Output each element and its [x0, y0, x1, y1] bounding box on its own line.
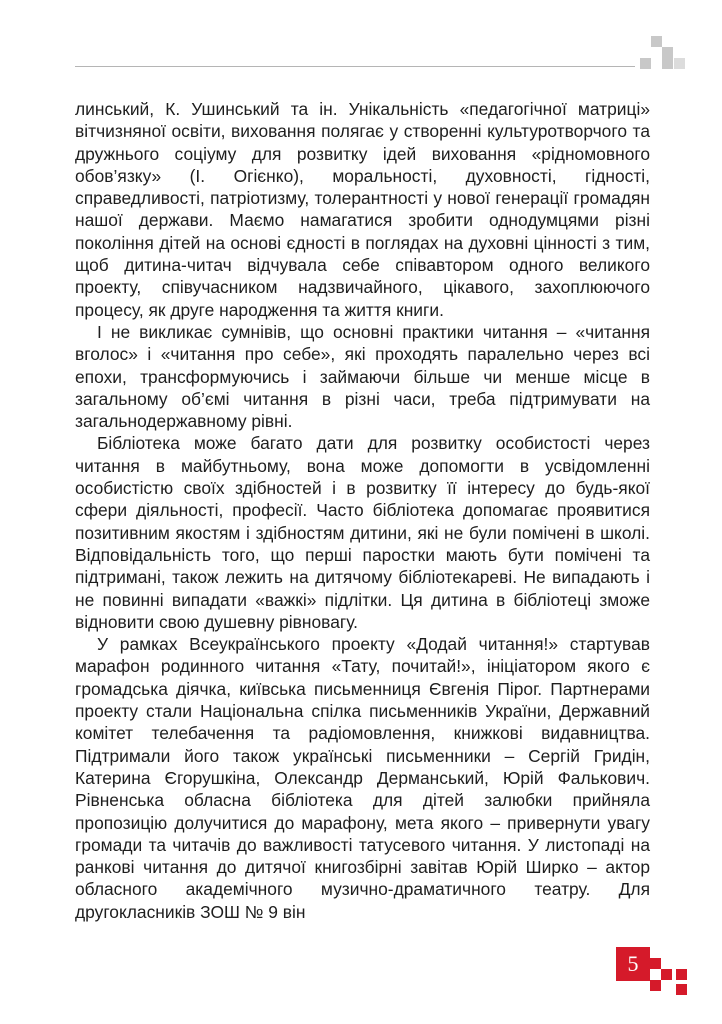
header-rule [75, 66, 635, 67]
body-text [75, 98, 650, 923]
paragraph: Бібліотека може багато дати для розвитку особистості через читання в майбутньому, вона може допомогти в усвідомленні особистістю своїх здібностей і в розвитку її інтересу до будь-якої сфери діяльності, професії. Часто бібліотека допомагає проявитися позитивним якостям і здібностям дитини, які не були помічені в школі. Відповідальність того, що перші паростки мають бути помічені та підтримані, також лежить на дитячому бібліотекареві. Не випадають і не повинні випадати «важкі» підлітки. Ця дитина в бібліотеці зможе відновити свою душевну рівновагу. [75, 433, 650, 632]
page-number: 5 [616, 947, 650, 981]
header-decoration [640, 36, 690, 72]
paragraph: линський, К. Ушинський та ін. Унікальність «педагогічної матриці» вітчизняної освіти, виховання полягає у створенні культуротворчого та дружнього соціуму для розвитку ідей виховання «рідномовного обов’язку» (І. Огієнко), моральності, духовності, гідності, справедливості, патріотизму, толерантності у нової генерації громадян нашої держави. Маємо намагатися зробити однодумцями різні покоління дітей на основі єдності в поглядах на духовні цінності з тим, щоб дитина-читач відчувала себе співавтором одного великого проекту, співучасником надзвичайного, цікавого, захоплюючого процесу, як друге народження та життя книги. [75, 99, 650, 320]
paragraph: У рамках Всеукраїнського проекту «Додай читання!» стартував марафон родинного читання «Тату, почитай!», ініціатором якого є громадська діячка, київська письменниця Євгенія Пірог. Партнерами проекту стали Національна спілка письменників України, Державний комітет телебачення та радіомовлення, книжкові видавництва. Підтримали його також українські письменники – Сергій Гридін, Катерина Єгорушкіна, Олександр Дерманський, Юрій Фалькович. Рівненська обласна бібліотека для дітей залюбки прийняла пропозицію долучитися до марафону, мета якого – привернути увагу громади та читачів до важливості татусевого читання. У листопаді на ранкові читання до дитячої книгозбірні завітав Юрій Ширко – актор обласного академічного музично-драматичного театру. Для другокласників ЗОШ № 9 він [75, 634, 650, 922]
footer-decoration [650, 958, 700, 998]
paragraph: І не викликає сумнівів, що основні практики читання – «читання вголос» і «читання про себе», які проходять паралельно через всі епохи, трансформуючись і займаючи більше чи менше місце в загальному об’ємі читання в різні часи, треба підтримувати на загальнодержавному рівні. [75, 321, 650, 432]
